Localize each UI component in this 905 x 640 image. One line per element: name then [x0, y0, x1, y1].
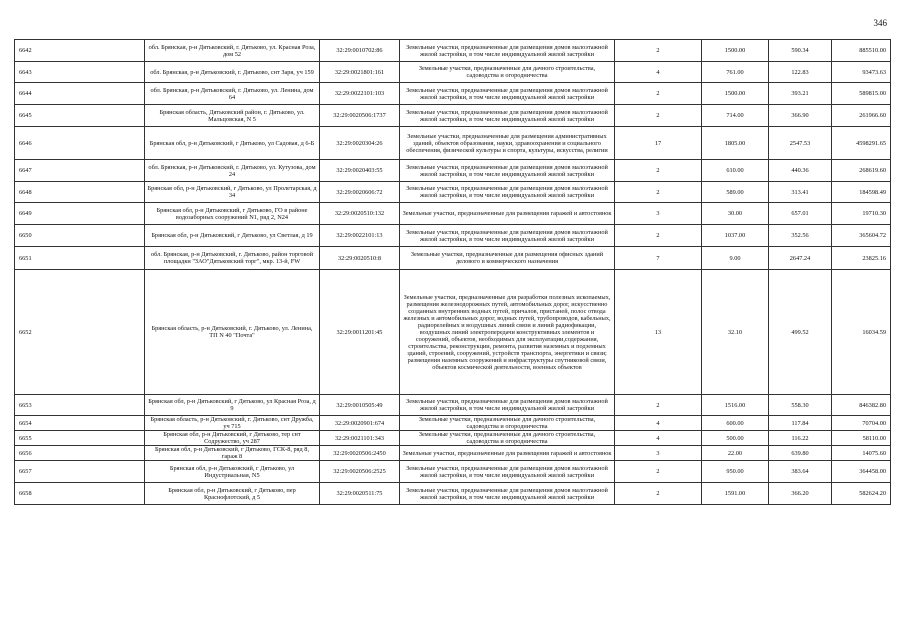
cadastral-number-cell: 32:29:0022101:13	[320, 225, 400, 247]
cadastral-number-cell: 32:29:0022101:103	[320, 83, 400, 105]
area-cell: 30.00	[702, 203, 769, 225]
cadastral-value-cell: 19710.30	[832, 203, 891, 225]
use-code-cell: 4	[615, 416, 702, 431]
area-cell: 600.00	[702, 416, 769, 431]
address-cell: Брянская обл, р-н Дятьковский, г Дятьково, ул Светлая, д 19	[145, 225, 320, 247]
address-cell: Брянская обл, р-н Дятьковский, г Дятьково, пер Краснофлотский, д 5	[145, 483, 320, 505]
area-cell: 1516.00	[702, 395, 769, 416]
use-code-cell: 3	[615, 203, 702, 225]
specific-value-cell: 639.80	[769, 446, 832, 461]
specific-value-cell: 590.34	[769, 40, 832, 62]
land-use-cell: Земельные участки, предназначенные для размещения домов малоэтажной жилой застройки, в том числе индивидуальной жилой застройки	[400, 182, 615, 203]
address-cell: Брянская область, р-н Дятьковский, г. Дятьково, ул. Ленина, ТП N 40 "Почта"	[145, 270, 320, 395]
table-row	[15, 182, 891, 203]
cadastral-number-cell: 32:29:0020510:132	[320, 203, 400, 225]
land-use-cell: Земельные участки, предназначенные для размещения домов малоэтажной жилой застройки, в том числе индивидуальной жилой застройки	[400, 105, 615, 127]
use-code-cell: 2	[615, 225, 702, 247]
table-row	[15, 483, 891, 505]
area-cell: 1500.00	[702, 40, 769, 62]
land-use-cell: Земельные участки, предназначенные для размещения домов малоэтажной жилой застройки, в том числе индивидуальной жилой застройки	[400, 160, 615, 182]
address-cell: Брянская обл, р-н Дятьковский, г Дятьково, ул Красная Роза, д 9	[145, 395, 320, 416]
cadastral-number-cell: 32:29:0020901:674	[320, 416, 400, 431]
page-number: 346	[873, 18, 887, 28]
address-cell: Брянская обл, р-н Дятьковский, г Дятьково, ул Садовая, д 6-Б	[145, 127, 320, 160]
area-cell: 589.00	[702, 182, 769, 203]
cadastral-number-cell: 32:29:0021101:343	[320, 431, 400, 446]
use-code-cell: 3	[615, 446, 702, 461]
use-code-cell: 7	[615, 247, 702, 270]
area-cell: 1805.00	[702, 127, 769, 160]
row-number: 6652	[15, 270, 145, 395]
cadastral-value-cell: 589815.00	[832, 83, 891, 105]
area-cell: 32.10	[702, 270, 769, 395]
use-code-cell: 2	[615, 40, 702, 62]
cadastral-value-cell: 846382.80	[832, 395, 891, 416]
address-cell: Брянская обл, р-н Дятьковский, г Дятьково, ГСК-8, ряд 8, гараж 8	[145, 446, 320, 461]
use-code-cell: 17	[615, 127, 702, 160]
table-row	[15, 247, 891, 270]
cadastral-number-cell: 32:29:0010505:49	[320, 395, 400, 416]
row-number: 6656	[15, 446, 145, 461]
address-cell: обл. Брянская, р-н Дятьковский, г. Дятьково, ул. Кутузова, дом 24	[145, 160, 320, 182]
cadastral-value-cell: 4598291.65	[832, 127, 891, 160]
cadastral-value-cell: 885510.00	[832, 40, 891, 62]
address-cell: Брянская область, Дятьковский район, г. Дятьково, ул. Мальцовская, N 5	[145, 105, 320, 127]
area-cell: 714.00	[702, 105, 769, 127]
cadastral-value-cell: 14075.60	[832, 446, 891, 461]
cadastral-number-cell: 32:29:0020304:26	[320, 127, 400, 160]
area-cell: 9.00	[702, 247, 769, 270]
use-code-cell: 2	[615, 83, 702, 105]
address-cell: обл. Брянская, р-н Дятьковский, г. Дятьково, ул. Ленина, дом 64	[145, 83, 320, 105]
use-code-cell: 4	[615, 431, 702, 446]
specific-value-cell: 313.41	[769, 182, 832, 203]
cadastral-number-cell: 32:29:0021801:161	[320, 62, 400, 83]
area-cell: 761.00	[702, 62, 769, 83]
land-use-cell: Земельные участки, предназначенные для размещения административных зданий, объектов образования, науки, здравоохранения и социального обеспечения, физической культуры и спорта, культуры, искусства, религии	[400, 127, 615, 160]
row-number: 6648	[15, 182, 145, 203]
cadastral-value-cell: 16034.59	[832, 270, 891, 395]
table-row	[15, 105, 891, 127]
cadastral-number-cell: 32:29:0011201:45	[320, 270, 400, 395]
use-code-cell: 2	[615, 483, 702, 505]
specific-value-cell: 116.22	[769, 431, 832, 446]
address-cell: обл. Брянская, р-н Дятьковский, г. Дятьково, район торговой площадки "ЗАО"Дятьковский торг", мкр. 13-й, FW	[145, 247, 320, 270]
table-row	[15, 270, 891, 395]
table-row	[15, 395, 891, 416]
row-number: 6655	[15, 431, 145, 446]
row-number: 6646	[15, 127, 145, 160]
table-row	[15, 127, 891, 160]
specific-value-cell: 366.90	[769, 105, 832, 127]
table-row	[15, 446, 891, 461]
table-row	[15, 203, 891, 225]
specific-value-cell: 2647.24	[769, 247, 832, 270]
address-cell: Брянская область, р-н Дятьковский, г. Дятьково, снт Дружба, уч 715	[145, 416, 320, 431]
row-number: 6642	[15, 40, 145, 62]
row-number: 6654	[15, 416, 145, 431]
area-cell: 610.00	[702, 160, 769, 182]
area-cell: 1500.00	[702, 83, 769, 105]
cadastral-value-cell: 70704.00	[832, 416, 891, 431]
use-code-cell: 2	[615, 461, 702, 483]
address-cell: Брянская обл, р-н Дятьковский, г Дятьково, ул Индустриальная, N5	[145, 461, 320, 483]
cadastral-value-cell: 184598.49	[832, 182, 891, 203]
specific-value-cell: 352.56	[769, 225, 832, 247]
land-use-cell: Земельные участки, предназначенные для дачного строительства, садоводства и огородничества	[400, 431, 615, 446]
row-number: 6657	[15, 461, 145, 483]
address-cell: Брянская обл, р-н Дятьковский, г Дятьково, ул Пролетарская, д 34	[145, 182, 320, 203]
use-code-cell: 4	[615, 62, 702, 83]
land-use-cell: Земельные участки, предназначенные для размещения домов малоэтажной жилой застройки, в том числе индивидуальной жилой застройки	[400, 483, 615, 505]
land-use-cell: Земельные участки, предназначенные для разработки полезных ископаемых, размещения железнодорожных путей, автомобильных дорог, искусственно созданных внутренних водных путей, причалов, пристаней, полос отвода железных и автомобильных дорог, водных путей, трубопроводов, кабельных, радиорелейных и воздушных линий связи и линий радиофикации, воздушных линий электропередачи конструктивных элементов и сооружений, объектов, необходимых для эксплуатации,содержания, строительства, реконструкции, ремонта, развития наземных и подземных зданий, строений, сооружений, устройств транспорта, энергетики и связи; размещения наземных сооружений и инфраструктуры спутниковой связи, объектов космической деятельности, военных объектов	[400, 270, 615, 395]
row-number: 6645	[15, 105, 145, 127]
area-cell: 500.00	[702, 431, 769, 446]
row-number: 6649	[15, 203, 145, 225]
cadastral-value-cell: 365604.72	[832, 225, 891, 247]
cadastral-number-cell: 32:29:0010702:86	[320, 40, 400, 62]
land-use-cell: Земельные участки, предназначенные для размещения офисных зданий делового и коммерческого назначения	[400, 247, 615, 270]
table-row	[15, 431, 891, 446]
use-code-cell: 2	[615, 182, 702, 203]
address-cell: Брянская обл, р-н Дятьковский, г Дятьково, ГО в районе водозаборных сооружений N1, ряд 2, N24	[145, 203, 320, 225]
cadastral-value-cell: 582624.20	[832, 483, 891, 505]
cadastral-number-cell: 32:29:0020403:55	[320, 160, 400, 182]
land-use-cell: Земельные участки, предназначенные для размещения домов малоэтажной жилой застройки, в том числе индивидуальной жилой застройки	[400, 395, 615, 416]
cadastral-number-cell: 32:29:0020506:1737	[320, 105, 400, 127]
specific-value-cell: 2547.53	[769, 127, 832, 160]
row-number: 6651	[15, 247, 145, 270]
table-row	[15, 461, 891, 483]
cadastral-value-cell: 268619.60	[832, 160, 891, 182]
specific-value-cell: 366.20	[769, 483, 832, 505]
specific-value-cell: 440.36	[769, 160, 832, 182]
row-number: 6650	[15, 225, 145, 247]
cadastral-value-cell: 364458.00	[832, 461, 891, 483]
cadastral-number-cell: 32:29:0020506:2525	[320, 461, 400, 483]
land-use-cell: Земельные участки, предназначенные для размещения домов малоэтажной жилой застройки, в том числе индивидуальной жилой застройки	[400, 225, 615, 247]
cadastral-number-cell: 32:29:0020511:75	[320, 483, 400, 505]
cadastral-number-cell: 32:29:0020606:72	[320, 182, 400, 203]
cadastral-value-cell: 23825.16	[832, 247, 891, 270]
land-use-cell: Земельные участки, предназначенные для дачного строительства, садоводства и огородничества	[400, 416, 615, 431]
area-cell: 1037.00	[702, 225, 769, 247]
use-code-cell: 2	[615, 105, 702, 127]
land-use-cell: Земельные участки, предназначенные для размещения гаражей и автостоянок	[400, 203, 615, 225]
table-row	[15, 40, 891, 62]
table-row	[15, 62, 891, 83]
address-cell: обл. Брянская, р-н Дятьковский, г. Дятьково, снт Заря, уч 159	[145, 62, 320, 83]
cadastral-value-cell: 261966.60	[832, 105, 891, 127]
area-cell: 950.00	[702, 461, 769, 483]
table-row	[15, 160, 891, 182]
land-use-cell: Земельные участки, предназначенные для размещения домов малоэтажной жилой застройки, в том числе индивидуальной жилой застройки	[400, 461, 615, 483]
cadastral-value-cell: 93473.63	[832, 62, 891, 83]
address-cell: Брянская обл, р-н Дятьковский, г Дятьково, тер снт Содружество, уч 287	[145, 431, 320, 446]
specific-value-cell: 499.52	[769, 270, 832, 395]
cadastral-number-cell: 32:29:0020510:8	[320, 247, 400, 270]
table-row	[15, 416, 891, 431]
land-use-cell: Земельные участки, предназначенные для размещения домов малоэтажной жилой застройки, в том числе индивидуальной жилой застройки	[400, 83, 615, 105]
row-number: 6653	[15, 395, 145, 416]
row-number: 6643	[15, 62, 145, 83]
area-cell: 22.00	[702, 446, 769, 461]
row-number: 6647	[15, 160, 145, 182]
use-code-cell: 2	[615, 160, 702, 182]
land-use-cell: Земельные участки, предназначенные для дачного строительства, садоводства и огородничества	[400, 62, 615, 83]
specific-value-cell: 558.30	[769, 395, 832, 416]
cadastral-register-table	[14, 39, 891, 505]
area-cell: 1591.00	[702, 483, 769, 505]
use-code-cell: 13	[615, 270, 702, 395]
land-use-cell: Земельные участки, предназначенные для размещения домов малоэтажной жилой застройки, в том числе индивидуальной жилой застройки	[400, 40, 615, 62]
address-cell: обл. Брянская, р-н Дятьковский, г. Дятьково, ул. Красная Роза, дом 52	[145, 40, 320, 62]
land-use-cell: Земельные участки, предназначенные для размещения гаражей и автостоянок	[400, 446, 615, 461]
specific-value-cell: 122.83	[769, 62, 832, 83]
row-number: 6658	[15, 483, 145, 505]
specific-value-cell: 117.84	[769, 416, 832, 431]
specific-value-cell: 383.64	[769, 461, 832, 483]
table-row	[15, 83, 891, 105]
table-row	[15, 225, 891, 247]
use-code-cell: 2	[615, 395, 702, 416]
cadastral-value-cell: 58110.00	[832, 431, 891, 446]
row-number: 6644	[15, 83, 145, 105]
specific-value-cell: 393.21	[769, 83, 832, 105]
specific-value-cell: 657.01	[769, 203, 832, 225]
cadastral-number-cell: 32:29:0020506:2450	[320, 446, 400, 461]
